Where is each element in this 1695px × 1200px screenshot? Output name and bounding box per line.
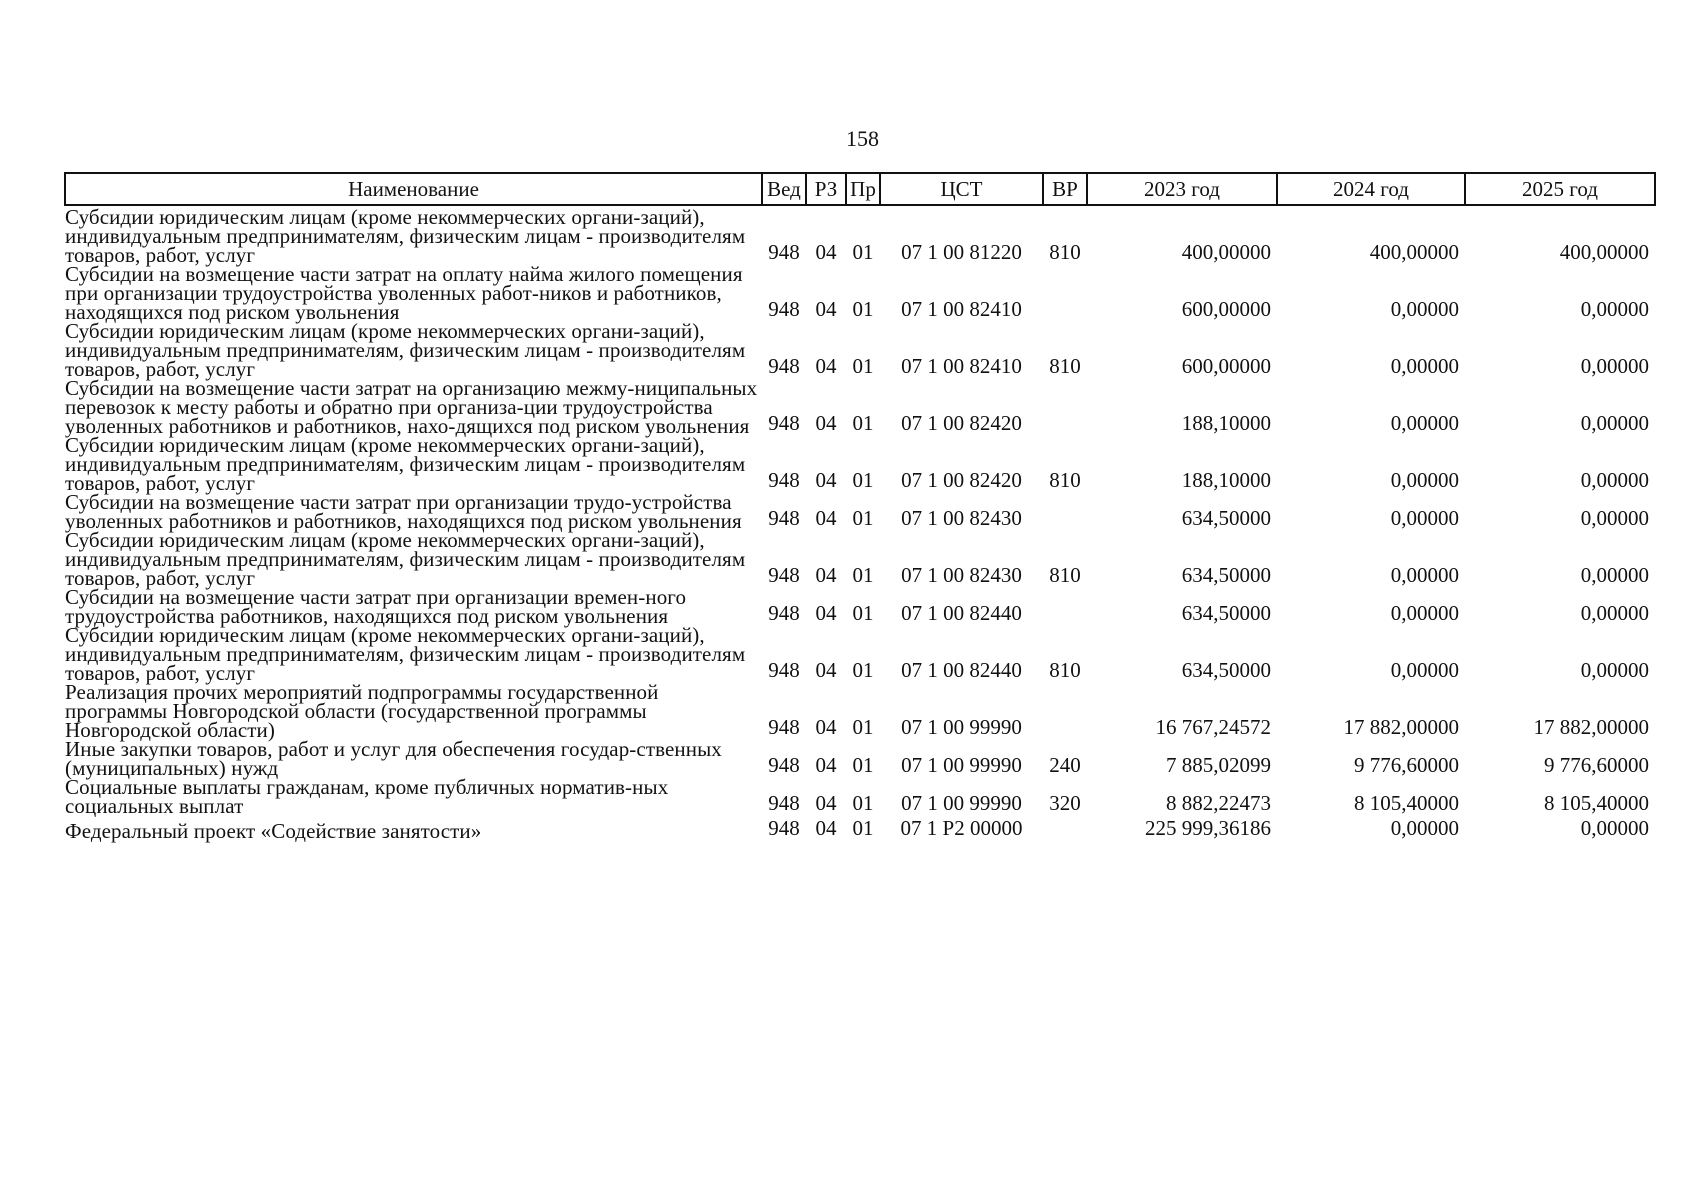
row-rz: 04	[815, 816, 837, 840]
table-row	[65, 683, 1655, 740]
row-2025: 8 105,40000	[1544, 791, 1649, 815]
row-ved: 948	[768, 601, 800, 625]
row-pr: 01	[852, 468, 874, 492]
row-vr: 810	[1049, 468, 1081, 492]
row-2024: 400,00000	[1369, 240, 1459, 264]
row-2025: 0,00000	[1580, 563, 1649, 587]
row-2024: 17 882,00000	[1343, 715, 1459, 739]
row-ved: 948	[768, 715, 800, 739]
row-cst: 07 1 00 82430	[901, 563, 1022, 587]
row-cst: 07 1 00 82440	[901, 601, 1022, 625]
row-2023: 634,50000	[1181, 601, 1271, 625]
row-2024: 0,00000	[1390, 563, 1459, 587]
row-name: Субсидии на возмещение части затрат при организации времен-ного трудоустройства работников, находящихся под риском увольнения	[65, 585, 687, 628]
row-2024: 0,00000	[1390, 658, 1459, 682]
row-name: Субсидии юридическим лицам (кроме некоммерческих органи-заций), индивидуальным предпринимателям, физическим лицам - производителям товаров, работ, услуг	[65, 205, 746, 267]
header-2024: 2024 год	[1277, 173, 1465, 205]
row-name: Субсидии на возмещение части затрат при организации трудо-устройства уволенных работников и работников, находящихся под риском увольнения	[65, 490, 742, 533]
row-2025: 0,00000	[1580, 468, 1649, 492]
row-pr: 01	[852, 601, 874, 625]
row-2025: 0,00000	[1580, 354, 1649, 378]
row-2025: 0,00000	[1580, 506, 1649, 530]
row-cst: 07 1 00 81220	[901, 240, 1022, 264]
table-row	[65, 778, 1655, 816]
row-2024: 0,00000	[1390, 297, 1459, 321]
table-row	[65, 379, 1655, 436]
row-2025: 0,00000	[1580, 658, 1649, 682]
table-row	[65, 205, 1655, 265]
row-vr	[1043, 816, 1087, 841]
row-name: Субсидии юридическим лицам (кроме некоммерческих органи-заций), индивидуальным предпринимателям, физическим лицам - производителям товаров, работ, услуг	[65, 528, 746, 590]
row-ved: 948	[768, 816, 800, 840]
row-ved: 948	[768, 506, 800, 530]
row-cst: 07 1 00 82410	[901, 354, 1022, 378]
row-cst: 07 1 00 99990	[901, 791, 1022, 815]
row-2023: 8 882,22473	[1166, 791, 1271, 815]
row-rz: 04	[815, 411, 837, 435]
row-vr	[1043, 265, 1087, 322]
table-row	[65, 588, 1655, 626]
row-2024: 8 105,40000	[1354, 791, 1459, 815]
row-2024: 0,00000	[1390, 506, 1459, 530]
row-2025: 0,00000	[1580, 816, 1649, 840]
row-pr: 01	[852, 753, 874, 777]
row-2025: 400,00000	[1559, 240, 1649, 264]
row-2023: 16 767,24572	[1155, 715, 1271, 739]
table-row	[65, 322, 1655, 379]
row-vr: 810	[1049, 354, 1081, 378]
table-row	[65, 265, 1655, 322]
row-rz: 04	[815, 563, 837, 587]
table-row	[65, 493, 1655, 531]
row-2023: 7 885,02099	[1166, 753, 1271, 777]
row-ved: 948	[768, 297, 800, 321]
row-rz: 04	[815, 601, 837, 625]
row-pr: 01	[852, 816, 874, 840]
row-2023: 634,50000	[1181, 506, 1271, 530]
row-ved: 948	[768, 468, 800, 492]
row-ved: 948	[768, 753, 800, 777]
row-ved: 948	[768, 240, 800, 264]
row-2024: 0,00000	[1390, 601, 1459, 625]
row-ved: 948	[768, 411, 800, 435]
row-cst: 07 1 P2 00000	[900, 816, 1023, 840]
row-rz: 04	[815, 297, 837, 321]
row-rz: 04	[815, 658, 837, 682]
row-2023: 600,00000	[1181, 354, 1271, 378]
row-vr	[1043, 683, 1087, 740]
row-2024: 0,00000	[1390, 816, 1459, 840]
table-row	[65, 816, 1655, 841]
row-2023: 634,50000	[1181, 658, 1271, 682]
row-cst: 07 1 00 99990	[901, 753, 1022, 777]
header-vr: ВР	[1043, 173, 1087, 205]
budget-table	[64, 172, 1656, 841]
header-ved: Вед	[762, 173, 806, 205]
row-2023: 400,00000	[1181, 240, 1271, 264]
row-name: Субсидии на возмещение части затрат на организацию межму-ниципальных перевозок к месту работы и обратно при организа-ции трудоустройства уволенных работников и работников, нахо-дящихся под риском увольнения	[65, 376, 758, 438]
row-ved: 948	[768, 791, 800, 815]
row-vr	[1043, 588, 1087, 626]
table-row	[65, 436, 1655, 493]
header-name: Наименование	[65, 173, 762, 205]
row-rz: 04	[815, 468, 837, 492]
row-rz: 04	[815, 240, 837, 264]
row-ved: 948	[768, 658, 800, 682]
row-pr: 01	[852, 563, 874, 587]
row-pr: 01	[852, 506, 874, 530]
row-name: Субсидии юридическим лицам (кроме некоммерческих органи-заций), индивидуальным предпринимателям, физическим лицам - производителям товаров, работ, услуг	[65, 319, 746, 381]
table-body	[65, 205, 1655, 841]
header-rz: РЗ	[806, 173, 846, 205]
row-cst: 07 1 00 82410	[901, 297, 1022, 321]
row-name: Субсидии юридическим лицам (кроме некоммерческих органи-заций), индивидуальным предпринимателям, физическим лицам - производителям товаров, работ, услуг	[65, 433, 746, 495]
row-name: Федеральный проект «Содействие занятости»	[65, 819, 482, 843]
row-2023: 225 999,36186	[1145, 816, 1271, 840]
row-vr: 810	[1049, 240, 1081, 264]
row-pr: 01	[852, 715, 874, 739]
row-ved: 948	[768, 354, 800, 378]
row-vr	[1043, 379, 1087, 436]
row-2024: 0,00000	[1390, 411, 1459, 435]
table-row	[65, 531, 1655, 588]
row-2025: 0,00000	[1580, 411, 1649, 435]
row-2024: 0,00000	[1390, 354, 1459, 378]
row-2025: 17 882,00000	[1533, 715, 1649, 739]
row-pr: 01	[852, 658, 874, 682]
row-pr: 01	[852, 411, 874, 435]
row-cst: 07 1 00 82420	[901, 411, 1022, 435]
row-vr: 320	[1049, 791, 1081, 815]
row-name: Иные закупки товаров, работ и услуг для обеспечения государ-ственных (муниципальных) нужд	[65, 737, 722, 780]
row-name: Субсидии на возмещение части затрат на оплату найма жилого помещения при организации трудоустройства уволенных работ-ников и работников, находящихся под риском увольнения	[65, 262, 743, 324]
row-2024: 9 776,60000	[1354, 753, 1459, 777]
header-2023: 2023 год	[1087, 173, 1277, 205]
row-rz: 04	[815, 753, 837, 777]
table-header-row	[65, 173, 1655, 205]
page-number: 158	[846, 126, 879, 151]
row-cst: 07 1 00 99990	[901, 715, 1022, 739]
row-vr: 240	[1049, 753, 1081, 777]
row-2023: 188,10000	[1181, 468, 1271, 492]
row-2023: 188,10000	[1181, 411, 1271, 435]
row-pr: 01	[852, 240, 874, 264]
row-pr: 01	[852, 297, 874, 321]
row-2025: 0,00000	[1580, 297, 1649, 321]
row-ved: 948	[768, 563, 800, 587]
row-cst: 07 1 00 82440	[901, 658, 1022, 682]
row-rz: 04	[815, 354, 837, 378]
table-row	[65, 740, 1655, 778]
row-vr	[1043, 493, 1087, 531]
row-name: Субсидии юридическим лицам (кроме некоммерческих органи-заций), индивидуальным предпринимателям, физическим лицам - производителям товаров, работ, услуг	[65, 623, 746, 685]
header-pr: Пр	[846, 173, 880, 205]
row-vr: 810	[1049, 658, 1081, 682]
row-rz: 04	[815, 791, 837, 815]
row-cst: 07 1 00 82420	[901, 468, 1022, 492]
row-2023: 634,50000	[1181, 563, 1271, 587]
row-2024: 0,00000	[1390, 468, 1459, 492]
row-name: Реализация прочих мероприятий подпрограммы государственной программы Новгородской области (государственной программы Новгородской области)	[65, 680, 659, 742]
row-pr: 01	[852, 354, 874, 378]
header-2025: 2025 год	[1465, 173, 1655, 205]
row-2025: 9 776,60000	[1544, 753, 1649, 777]
table-row	[65, 626, 1655, 683]
row-rz: 04	[815, 715, 837, 739]
row-rz: 04	[815, 506, 837, 530]
row-2025: 0,00000	[1580, 601, 1649, 625]
row-2023: 600,00000	[1181, 297, 1271, 321]
row-vr: 810	[1049, 563, 1081, 587]
row-cst: 07 1 00 82430	[901, 506, 1022, 530]
header-cst: ЦСТ	[880, 173, 1043, 205]
row-name: Социальные выплаты гражданам, кроме публичных норматив-ных социальных выплат	[65, 775, 669, 818]
row-pr: 01	[852, 791, 874, 815]
